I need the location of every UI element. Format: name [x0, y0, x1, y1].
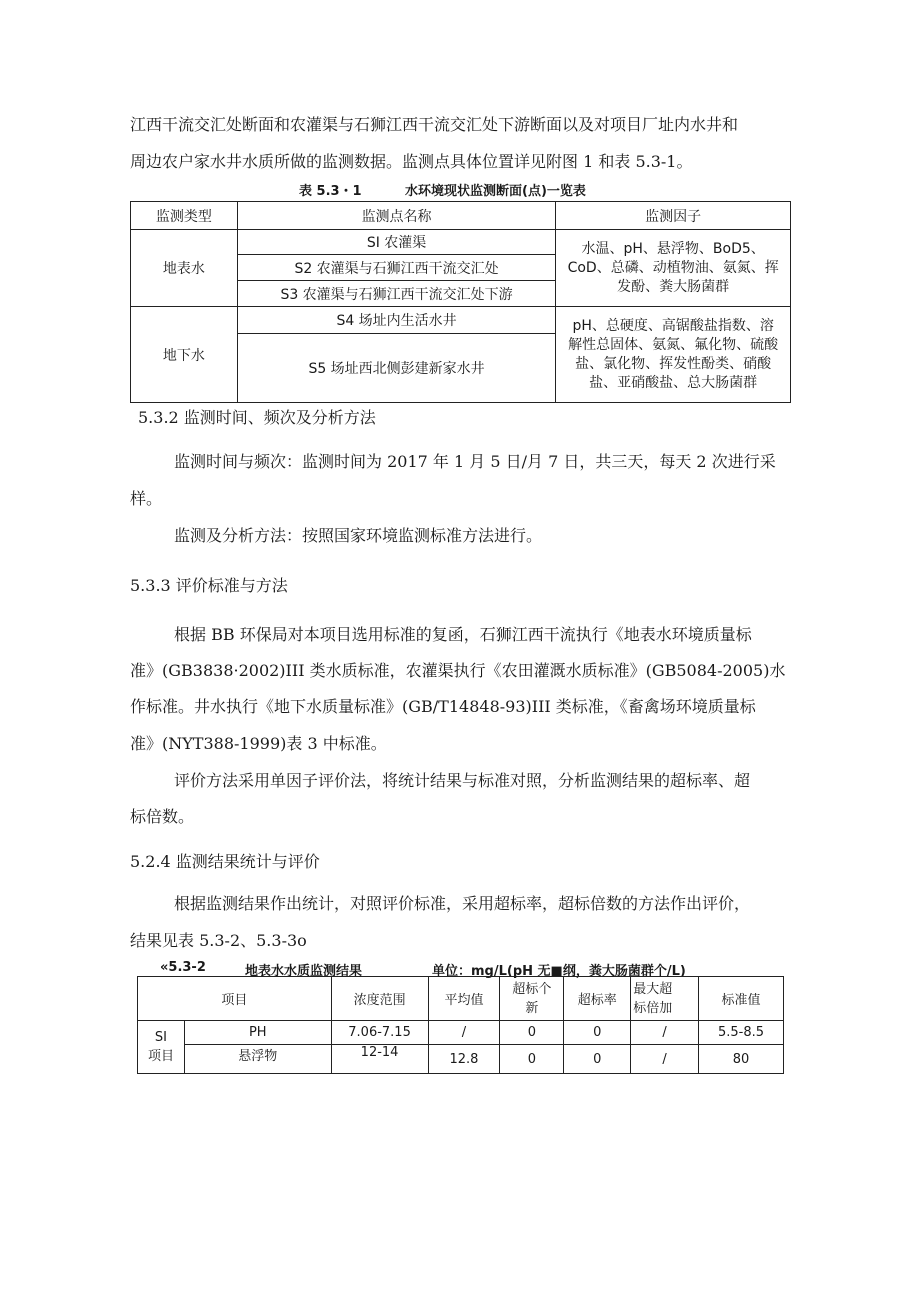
ground-factors — [556, 307, 791, 403]
section-533-p1-line-4: 准》(NYT388-1999)表 3 中标准。 — [130, 734, 387, 753]
surface-factor-line: 发酚、粪大肠菌群 — [617, 278, 730, 295]
surface-point-2: S2 农灌渠与石狮江西干流交汇处 — [237, 255, 555, 281]
surface-water-results-table — [137, 976, 784, 1074]
table-row — [131, 230, 791, 255]
header-exceed-count-line: 新 — [525, 1000, 539, 1016]
header-item: 项目 — [138, 977, 332, 1021]
table1-caption-number: 表 5.3・1 — [299, 184, 362, 199]
row-standard: 80 — [699, 1045, 784, 1074]
header-exceed-count — [500, 977, 564, 1021]
row-exceed-count: 0 — [500, 1045, 564, 1074]
row-name: 悬浮物 — [184, 1045, 331, 1074]
header-max-exceed-line: 标倍加 — [633, 1000, 673, 1016]
row-range: 12-14 — [331, 1045, 428, 1074]
header-max-exceed-line: 最大超 — [633, 981, 673, 997]
table-row — [131, 307, 791, 334]
header-factors: 监测因子 — [556, 202, 791, 230]
surface-point-3: S3 农灌渠与石狮江西干流交汇处下游 — [237, 281, 555, 307]
table-row — [138, 1045, 784, 1074]
section-532-p2: 监测及分析方法：按照国家环境监测标准方法进行。 — [174, 526, 543, 545]
row-average: 12.8 — [428, 1045, 500, 1074]
section-532-heading: 5.3.2 监测时间、频次及分析方法 — [138, 408, 376, 427]
section-533-p2-line-2: 标倍数。 — [130, 807, 195, 826]
surface-factor-line: 水温、pH、悬浮物、BoD5、 — [581, 240, 765, 257]
ground-point-2: S5 场址西北侧彭建新家水井 — [237, 334, 555, 403]
section-524-heading: 5.2.4 监测结果统计与评价 — [130, 852, 320, 871]
table-header-row — [131, 202, 791, 230]
section-524-p1-line-1: 根据监测结果作出统计，对照评价标准，采用超标率，超标倍数的方法作出评价， — [174, 894, 751, 913]
group-label-line: SI — [154, 1030, 167, 1045]
header-point-name: 监测点名称 — [237, 202, 555, 230]
row-max-exceed: / — [631, 1021, 699, 1045]
table2-caption-title: 地表水水质监测结果 — [245, 964, 363, 979]
row-range: 7.06-7.15 — [331, 1021, 428, 1045]
section-533-p1-line-3: 作标准。井水执行《地下水质量标准》(GB/T14848-93)III 类标准，《畜禽场环境质量标 — [130, 697, 756, 716]
header-exceed-count-line: 超标个 — [512, 981, 552, 997]
row-standard: 5.5-8.5 — [699, 1021, 784, 1045]
ground-factor-line: 解性总固体、氨氮、氟化物、硫酸 — [568, 336, 779, 353]
row-name: PH — [184, 1021, 331, 1045]
header-average: 平均值 — [428, 977, 500, 1021]
header-type: 监测类型 — [131, 202, 238, 230]
table2-caption-unit: 单位：mg/L(pH 无■纲，粪大肠菌群个/L) — [432, 964, 686, 979]
ground-water-type: 地下水 — [131, 307, 238, 403]
header-standard: 标准值 — [699, 977, 784, 1021]
row-max-exceed: / — [631, 1045, 699, 1074]
ground-factor-line: 盐、氯化物、挥发性酚类、硝酸 — [575, 355, 772, 372]
intro-line-1: 江西干流交汇处断面和农灌渠与石狮江西干流交汇处下游断面以及对项目厂址内水井和 — [130, 115, 739, 134]
row-exceed-rate: 0 — [564, 1021, 631, 1045]
header-range: 浓度范围 — [331, 977, 428, 1021]
row-average: / — [428, 1021, 500, 1045]
ground-point-1: S4 场址内生活水井 — [237, 307, 555, 334]
header-exceed-rate: 超标率 — [564, 977, 631, 1021]
section-532-p1-line-2: 样。 — [130, 489, 163, 508]
section-524-p1-line-2: 结果见表 5.3-2、5.3-3o — [130, 931, 307, 950]
row-exceed-rate: 0 — [564, 1045, 631, 1074]
section-533-p2-line-1: 评价方法采用单因子评价法，将统计结果与标准对照，分析监测结果的超标率、超 — [174, 771, 751, 790]
row-exceed-count: 0 — [500, 1021, 564, 1045]
section-533-p1-line-2: 准》(GB3838·2002)III 类水质标准，农灌渠执行《农田灌溉水质标准》(GB5084-2005)水 — [130, 661, 786, 680]
surface-factors — [556, 230, 791, 307]
surface-water-type: 地表水 — [131, 230, 238, 307]
ground-factor-line: 盐、亚硝酸盐、总大肠菌群 — [589, 374, 758, 391]
section-533-heading: 5.3.3 评价标准与方法 — [130, 576, 288, 595]
intro-line-2: 周边农户家水井水质所做的监测数据。监测点具体位置详见附图 1 和表 5.3-1。 — [130, 152, 693, 171]
surface-point-1: SI 农灌渠 — [237, 230, 555, 255]
header-max-exceed — [631, 977, 699, 1021]
table2-caption-number: «5.3-2 — [160, 960, 206, 975]
monitoring-points-table — [130, 201, 791, 403]
section-533-p1-line-1: 根据 BB 环保局对本项目选用标准的复函，石狮江西干流执行《地表水环境质量标 — [174, 625, 752, 644]
table-row — [138, 1021, 784, 1045]
group-label — [138, 1021, 185, 1074]
ground-factor-line: pH、总硬度、高锯酸盐指数、溶 — [572, 317, 774, 334]
surface-factor-line: CoD、总磷、动植物油、氨氮、挥 — [567, 259, 779, 276]
table-header-row — [138, 977, 784, 1021]
table1-caption-title: 水环境现状监测断面(点)一览表 — [405, 184, 586, 199]
group-label-line: 项目 — [147, 1049, 174, 1064]
section-532-p1-line-1: 监测时间与频次：监测时间为 2017 年 1 月 5 日/月 7 日，共三天，每天 2 次进行采 — [174, 452, 776, 471]
